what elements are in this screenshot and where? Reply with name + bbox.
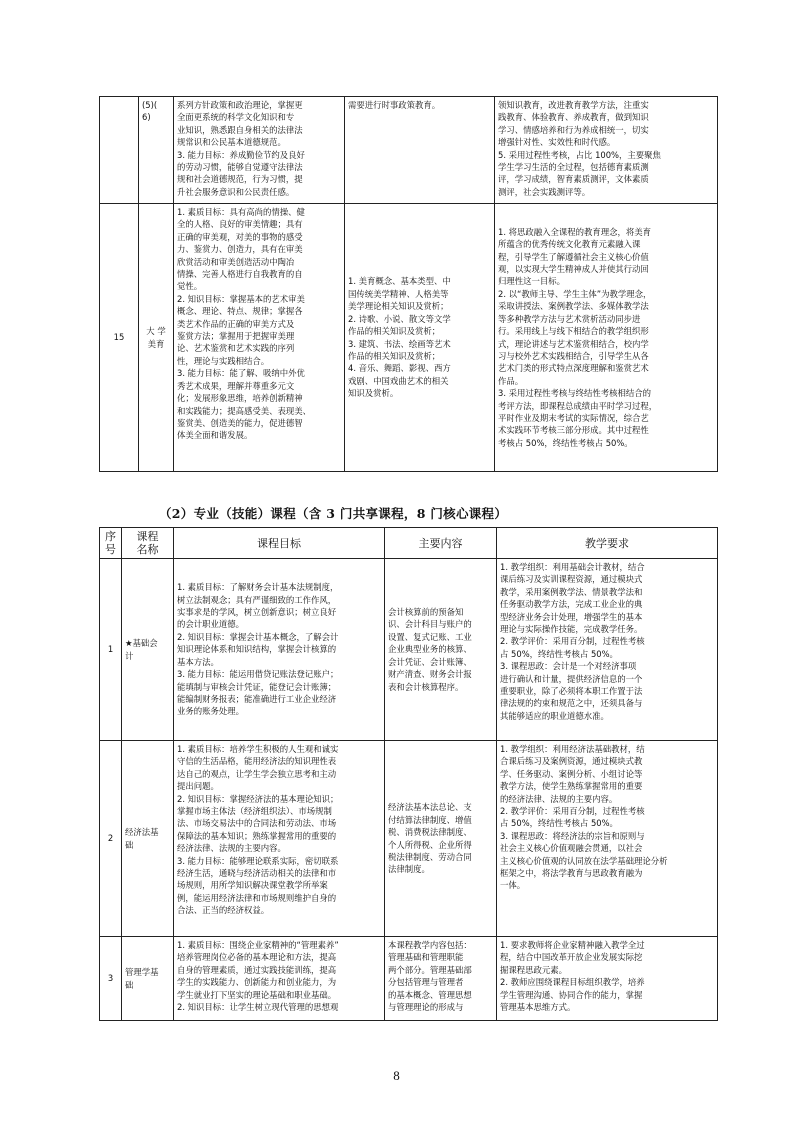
table-row bbox=[100, 97, 718, 204]
course-number: 3 bbox=[100, 937, 122, 1021]
table-row bbox=[100, 937, 718, 1021]
header-teaching-requirement: 教学要求 bbox=[497, 528, 718, 559]
course-name: 经济法基 础 bbox=[122, 741, 174, 937]
course-goal: 系列方针政策和政治理论，掌握更 全面更系统的科学文化知识和专 业知识，熟悉跟自身相关的法律法 规常识和公民基本道德规范。 3. 能力目标：养成勤俭节约及良好 的劳动习惯，能够自觉遵守法律法 规和社会道德规范，行为习惯，提 升社会服务意识和公民责任感。 bbox=[174, 97, 345, 204]
course-content: 会计核算前的预备知 识、会计科目与账户的 设置、复式记账、工业 企业典型业务的核算、 会计凭证、会计账簿、 财产清查、财务会计报 表和会计核算程序。 bbox=[385, 559, 497, 741]
course-goal: 1. 素质目标：培养学生积极的人生观和诚实 守信的生活品格，能用经济法的知识理性表 达自己的观点，让学生学会独立思考和主动 提出问题。 2. 知识目标：掌握经济法的基本理论知识； 掌握市场主体法（经济组织法）、市场规制 法、市场交易法中的合同法和劳动法、市场 保障法的基本知识；熟练掌握常用的重要的 经济法律、法规的主要内容。 3. 能力目标：能够理论联系实际，密切联系 经济生活，通晓与经济活动相关的法律和市 场规则，用所学知识解决课堂教学所举案 例，能运用经济法律和市场规则维护自身的 合法、正当的经济权益。 bbox=[174, 741, 385, 937]
course-content: 需要进行时事政策教育。 bbox=[345, 97, 495, 204]
professional-course-table bbox=[99, 527, 718, 1021]
course-content: 本课程教学内容包括： 管理基础和管理职能 两个部分。管理基础部 分包括管理与管理者 的基本概念、管理思想 与管理理论的形成与 bbox=[385, 937, 497, 1021]
table-header-row bbox=[100, 528, 718, 559]
course-content: 经济法基本法总论、支 付结算法律制度、增值 税、消费税法律制度、 个人所得税、企业所得 税法律制度、劳动合同 法律制度。 bbox=[385, 741, 497, 937]
course-number: 2 bbox=[100, 741, 122, 937]
teaching-requirement: 1. 教学组织：利用经济法基础教材，结 合课后练习及案例资源，通过模块式教 学、任务驱动、案例分析、小组讨论等 教学方法，使学生熟练掌握常用的重要 的经济法律、法规的主要内容。 2. 教学评价：采用百分制，过程性考核 占 50%，终结性考核占 50%。 3. 课程思政：将经济法的宗旨和原则与 社会主义核心价值观融会贯通，以社会 主义核心价值观的认同放在法学基础理论分析 框架之中，将法学教育与思政教育融为 一体。 bbox=[497, 741, 718, 937]
table-row bbox=[100, 204, 718, 472]
teaching-requirement: 1. 将思政融入全课程的教育理念，将美育 所蕴含的优秀传统文化教育元素融入课 程，引导学生了解遵循社会主义核心价值 观，以实现大学生精神成人并使其行动回 归理性这一目标。 2. 以“教师主导、学生主体”为教学理念， 采取讲授法、案例教学法、多媒体教学法 等多种教学方法与艺术赏析活动同步进 行。采用线上与线下相结合的教学组织形 式，理论讲述与艺术鉴赏相结合，校内学 习与校外艺术实践相结合，引导学生从各 艺术门类的形式特点深度理解和鉴赏艺术 作品。 3. 采用过程性考核与终结性考核相结合的 考评方法，即课程总成绩由平时学习过程， 平时作业及期末考试的实际情况，综合艺 术实践环节考核三部分形成。其中过程性 考核占 50%，终结性考核占 50%。 bbox=[495, 204, 718, 472]
course-number: 1 bbox=[100, 559, 122, 741]
course-number bbox=[100, 97, 139, 204]
teaching-requirement: 领知识教育，改进教育教学方法，注重实 践教育、体验教育、养成教育，做到知识 学习、情感培养和行为养成相统一，切实 增强针对性、实效性和时代感。 5. 采用过程性考核，占比 100%，主要聚焦 学生学习生活的全过程，包括德育素质测 评，学习成绩，智育素质测评，文体素质 测评，社会实践测评等。 bbox=[495, 97, 718, 204]
public-course-table-continued bbox=[99, 96, 718, 472]
header-course-name: 课程 名称 bbox=[122, 528, 174, 559]
course-goal: 1. 素质目标：具有高尚的情操、健 全的人格、良好的审美情趣；具有 正确的审美观，对美的事物的感受 力、鉴赏力、创造力，具有在审美 欣赏活动和审美创造活动中陶冶 情操、完善人格进行自我教育的自 觉性。 2. 知识目标：掌握基本的艺术审美 概念、理论、特点、规律；掌握各 类艺术作品的正确的审美方式及 鉴赏方法；掌握用于把握审美理 论、艺术鉴赏和艺术实践的序列 性，理论与实践相结合。 3. 能力目标：能了解、吸纳中外优 秀艺术成果，理解并尊重多元文 化；发展形象思维，培养创新精神 和实践能力；提高感受美、表现美、 鉴赏美、创造美的能力，促进德智 体美全面和谐发展。 bbox=[174, 204, 345, 472]
header-number: 序 号 bbox=[100, 528, 122, 559]
course-name: (5)( 6) bbox=[139, 97, 174, 204]
table-row bbox=[100, 559, 718, 741]
teaching-requirement: 1. 要求教师将企业家精神融入教学全过 程，结合中国改革开放企业发展实际挖 掘课程思政元素。 2. 教师应围绕课程目标组织教学，培养 学生管理沟通、协同合作的能力，掌握 管理基本思维方式。 bbox=[497, 937, 718, 1021]
course-name: ★基础会 计 bbox=[122, 559, 174, 741]
course-goal: 1. 素质目标：了解财务会计基本法规制度， 树立法制观念；具有严谨细致的工作作风， 实事求是的学风，树立创新意识；树立良好 的会计职业道德。 2. 知识目标：掌握会计基本概念，了解会计 知识理论体系和知识结构，掌握会计核算的 基本方法。 3. 能力目标：能运用借贷记账法登记账户； 能填制与审核会计凭证，能登记会计账簿； 能编制财务报表；能准确进行工业企业经济 业务的账务处理。 bbox=[174, 559, 385, 741]
course-content: 1. 美育概念、基本类型、中 国传统美学精神、人格美等 美学理论相关知识及赏析； 2. 诗歌、小说、散文等文学 作品的相关知识及赏析； 3. 建筑、书法、绘画等艺术 作品的相关知识及赏析； 4. 音乐、舞蹈、影视、西方 戏剧、中国戏曲艺术的相关 知识及赏析。 bbox=[345, 204, 495, 472]
header-main-content: 主要内容 bbox=[385, 528, 497, 559]
table-row bbox=[100, 741, 718, 937]
course-name: 大 学 美育 bbox=[139, 204, 174, 472]
course-number: 15 bbox=[100, 204, 139, 472]
header-course-goal: 课程目标 bbox=[174, 528, 385, 559]
course-name: 管理学基 础 bbox=[122, 937, 174, 1021]
teaching-requirement: 1. 教学组织：利用基础会计教材，结合 课后练习及实训课程资源，通过模块式 教学，采用案例教学法、情景教学法和 任务驱动教学方法，完成工业企业的典 型经济业务会计处理，增强学生的基本 理论与实际操作技能，完成教学任务。 2. 教学评价：采用百分制，过程性考核 占 50%，终结性考核占 50%。 3. 课程思政：会计是一个对经济事项 进行确认和计量，提供经济信息的一个 重要职业，除了必须将本职工作置于法 律法规的约束和规范之中，还须具备与 其能够适应的职业道德水准。 bbox=[497, 559, 718, 741]
page-number: 8 bbox=[393, 1068, 400, 1083]
section-title: （2）专业（技能）课程（含 3 门共享课程，8 门核心课程） bbox=[159, 506, 508, 521]
course-goal: 1. 素质目标：围绕企业家精神的“管理素养” 培养管理岗位必备的基本理论和方法，提高 自身的管理素质，通过实践技能训练，提高 学生的实践能力、创新能力和创业能力，为 学生就业打下坚实的理论基础和职业基础。 2. 知识目标：让学生树立现代管理的思想观 bbox=[174, 937, 385, 1021]
